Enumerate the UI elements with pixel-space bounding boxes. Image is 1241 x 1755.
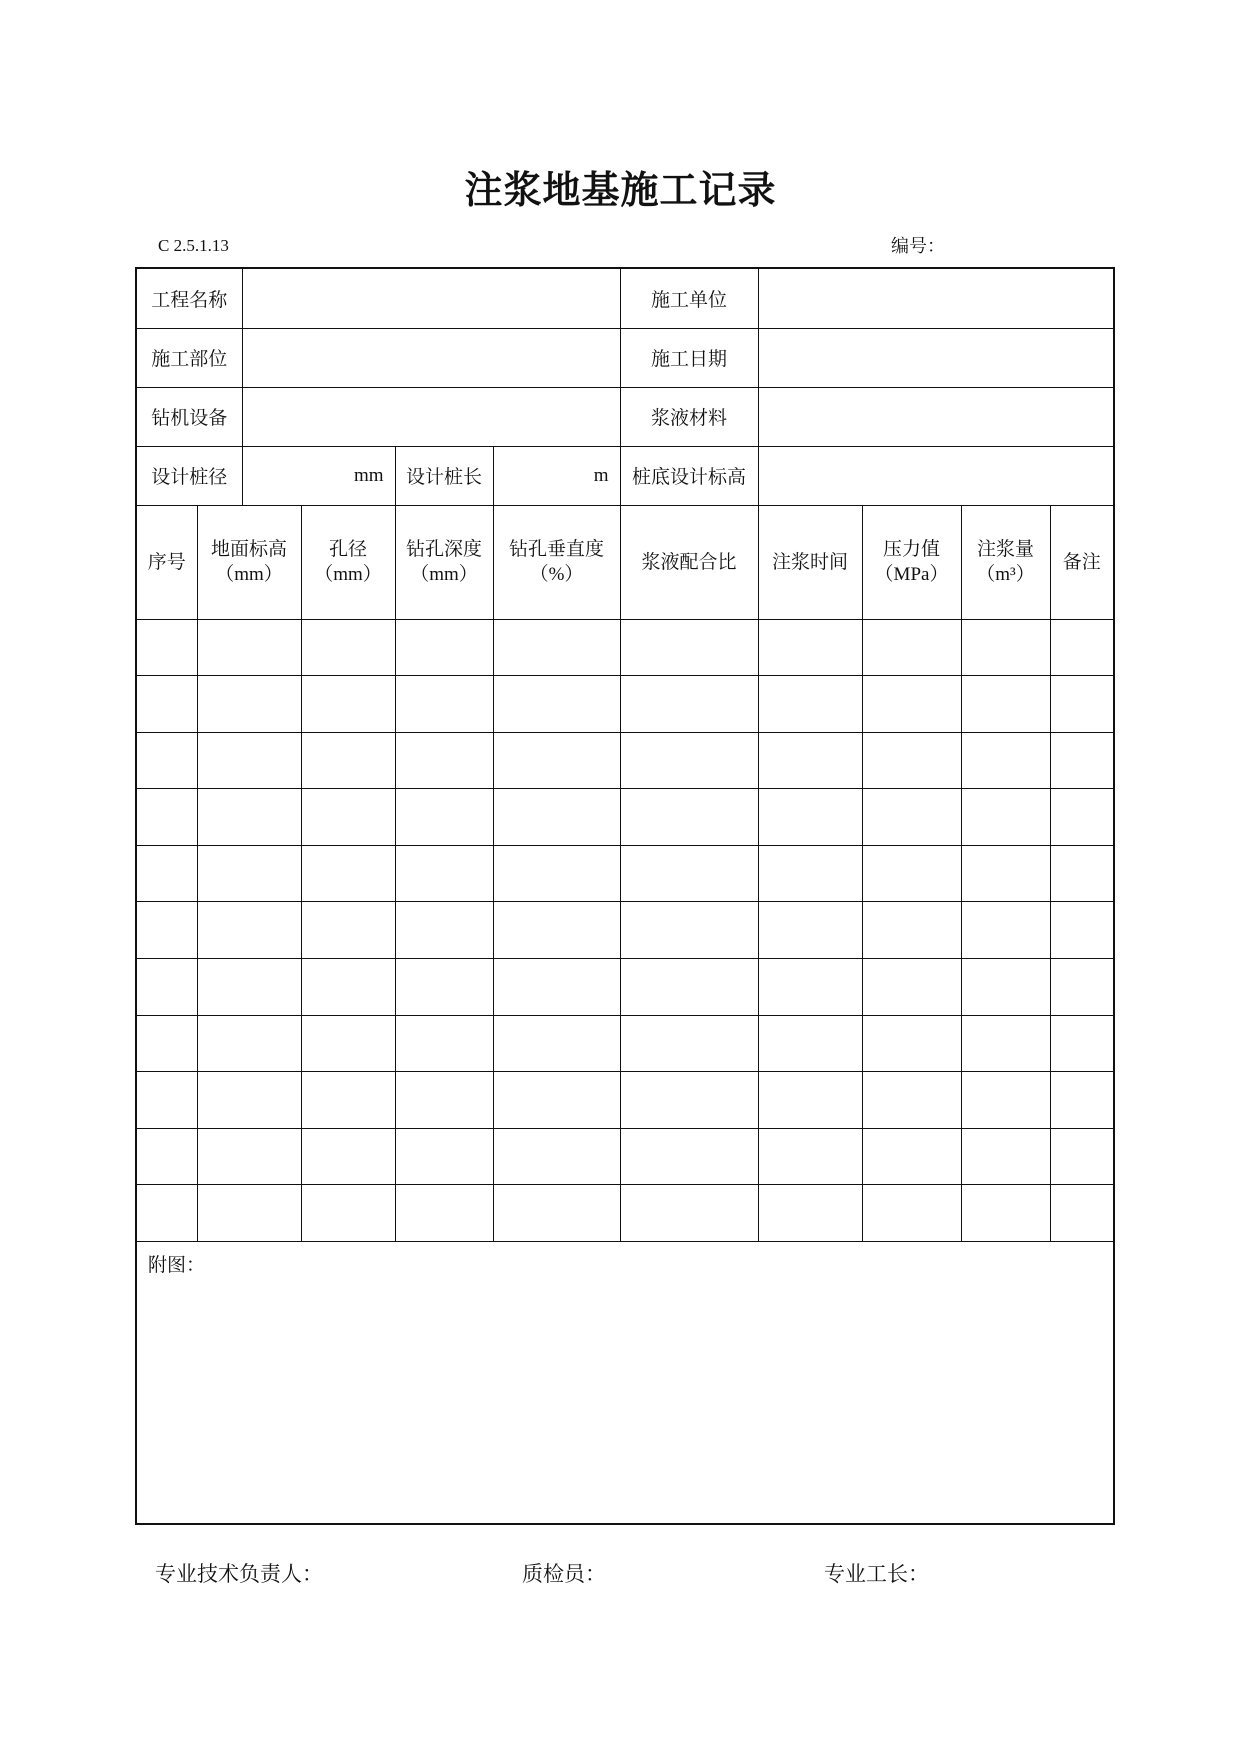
- column-header-label: 钻孔垂直度: [508, 539, 604, 561]
- table-cell: [395, 1015, 493, 1072]
- table-cell: [758, 959, 862, 1016]
- drilling-equipment-label: 钻机设备: [137, 387, 242, 446]
- table-cell: [197, 676, 301, 733]
- table-cell: [620, 845, 758, 902]
- table-cell: [197, 619, 301, 676]
- table-cell: [961, 1128, 1050, 1185]
- column-header-unit: （mm）: [314, 564, 382, 586]
- table-cell: [137, 789, 197, 846]
- column-header-grout-volume: [961, 506, 1050, 619]
- table-cell: [961, 789, 1050, 846]
- info-row: [137, 328, 1113, 387]
- table-cell: [862, 845, 961, 902]
- table-cell: [395, 1072, 493, 1129]
- table-cell: [1050, 1185, 1113, 1242]
- column-header-label: 注浆时间: [771, 551, 848, 573]
- table-cell: [493, 959, 620, 1016]
- table-cell: [961, 845, 1050, 902]
- table-cell: [493, 732, 620, 789]
- table-cell: [620, 1072, 758, 1129]
- table-cell: [197, 732, 301, 789]
- table-cell: [137, 845, 197, 902]
- table-row: [137, 1128, 1113, 1185]
- table-cell: [395, 789, 493, 846]
- table-cell: [862, 732, 961, 789]
- table-cell: [137, 676, 197, 733]
- table-cell: [493, 902, 620, 959]
- table-row: [137, 732, 1113, 789]
- table-cell: [862, 676, 961, 733]
- table-cell: [620, 732, 758, 789]
- table-cell: [301, 1185, 395, 1242]
- table-cell: [301, 1015, 395, 1072]
- table-row: [137, 676, 1113, 733]
- construction-part-label: 施工部位: [137, 328, 242, 387]
- project-info-table: [137, 269, 1113, 447]
- table-cell: [1050, 789, 1113, 846]
- table-cell: [301, 1072, 395, 1129]
- table-cell: [301, 676, 395, 733]
- table-cell: [197, 1015, 301, 1072]
- table-cell: [395, 619, 493, 676]
- column-header-unit: （mm）: [215, 564, 283, 586]
- project-name-field: [242, 269, 620, 328]
- table-cell: [961, 1015, 1050, 1072]
- column-header-label: 孔径: [328, 539, 367, 561]
- table-cell: [301, 1128, 395, 1185]
- table-cell: [137, 1185, 197, 1242]
- table-cell: [197, 789, 301, 846]
- table-cell: [620, 1128, 758, 1185]
- grouting-record-table: [137, 506, 1113, 1242]
- table-cell: [301, 789, 395, 846]
- table-cell: [758, 1185, 862, 1242]
- table-cell: [862, 619, 961, 676]
- table-cell: [758, 619, 862, 676]
- pile-diameter-unit: mm: [353, 464, 384, 486]
- page-title: 注浆地基施工记录: [464, 170, 777, 212]
- table-cell: [395, 902, 493, 959]
- pile-length-field: [493, 447, 620, 506]
- column-header-unit: （MPa）: [874, 564, 949, 586]
- table-cell: [137, 1015, 197, 1072]
- table-cell: [493, 1185, 620, 1242]
- table-header-row: [137, 506, 1113, 619]
- table-cell: [862, 1072, 961, 1129]
- column-header-label: 压力值: [882, 539, 940, 561]
- table-cell: [620, 619, 758, 676]
- table-row: [137, 845, 1113, 902]
- table-cell: [395, 1185, 493, 1242]
- info-row: [137, 387, 1113, 446]
- table-cell: [137, 902, 197, 959]
- construction-unit-field: [758, 269, 1113, 328]
- construction-unit-label: 施工单位: [620, 269, 758, 328]
- table-row: [137, 789, 1113, 846]
- pile-bottom-elevation-field: [758, 447, 1113, 506]
- table-cell: [197, 1128, 301, 1185]
- table-cell: [758, 845, 862, 902]
- table-cell: [862, 789, 961, 846]
- table-cell: [301, 619, 395, 676]
- table-cell: [758, 676, 862, 733]
- table-cell: [301, 902, 395, 959]
- table-cell: [620, 959, 758, 1016]
- column-header-label: 浆液配合比: [641, 551, 737, 573]
- table-cell: [758, 1072, 862, 1129]
- table-cell: [758, 1128, 862, 1185]
- table-cell: [862, 1185, 961, 1242]
- table-cell: [620, 1185, 758, 1242]
- table-cell: [1050, 959, 1113, 1016]
- table-cell: [395, 676, 493, 733]
- table-cell: [758, 732, 862, 789]
- form-code: C 2.5.1.13: [158, 236, 229, 255]
- table-row: [137, 902, 1113, 959]
- column-header-ground-elevation: [197, 506, 301, 619]
- table-cell: [197, 902, 301, 959]
- column-header-remarks: [1050, 506, 1113, 619]
- column-header-label: 地面标高: [210, 539, 287, 561]
- table-cell: [1050, 732, 1113, 789]
- table-cell: [395, 732, 493, 789]
- info-row: [137, 269, 1113, 328]
- quality-inspector-signature: 质检员：: [522, 1562, 606, 1586]
- table-cell: [1050, 1015, 1113, 1072]
- table-cell: [961, 732, 1050, 789]
- table-cell: [137, 1072, 197, 1129]
- table-cell: [197, 1072, 301, 1129]
- table-cell: [493, 1128, 620, 1185]
- table-cell: [493, 619, 620, 676]
- table-cell: [137, 732, 197, 789]
- table-cell: [197, 959, 301, 1016]
- table-cell: [961, 676, 1050, 733]
- table-cell: [1050, 845, 1113, 902]
- column-header-label: 钻孔深度: [405, 539, 482, 561]
- table-cell: [1050, 1072, 1113, 1129]
- grout-material-label: 浆液材料: [620, 387, 758, 446]
- pile-diameter-label: 设计桩径: [137, 447, 242, 506]
- table-cell: [301, 732, 395, 789]
- column-header-label: 序号: [147, 551, 186, 573]
- column-header-drilling-depth: [395, 506, 493, 619]
- drilling-equipment-field: [242, 387, 620, 446]
- table-cell: [137, 1128, 197, 1185]
- table-cell: [758, 902, 862, 959]
- column-header-grouting-time: [758, 506, 862, 619]
- construction-date-field: [758, 328, 1113, 387]
- construction-part-field: [242, 328, 620, 387]
- table-cell: [395, 845, 493, 902]
- table-cell: [493, 1072, 620, 1129]
- table-cell: [620, 902, 758, 959]
- table-cell: [862, 1128, 961, 1185]
- record-form: [135, 267, 1115, 1525]
- column-header-hole-diameter: [301, 506, 395, 619]
- table-cell: [961, 1072, 1050, 1129]
- attachment-area: [137, 1242, 1113, 1523]
- column-header-serial: [137, 506, 197, 619]
- table-cell: [493, 789, 620, 846]
- table-row: [137, 1185, 1113, 1242]
- table-cell: [137, 619, 197, 676]
- column-header-unit: （%）: [529, 564, 584, 586]
- table-cell: [493, 845, 620, 902]
- column-header-mix-ratio: [620, 506, 758, 619]
- table-cell: [137, 959, 197, 1016]
- table-cell: [1050, 619, 1113, 676]
- table-cell: [1050, 676, 1113, 733]
- table-cell: [961, 959, 1050, 1016]
- table-cell: [758, 789, 862, 846]
- project-name-label: 工程名称: [137, 269, 242, 328]
- pile-diameter-field: [242, 447, 395, 506]
- design-row: [137, 447, 1113, 506]
- table-row: [137, 619, 1113, 676]
- column-header-label: 注浆量: [976, 539, 1034, 561]
- table-cell: [620, 1015, 758, 1072]
- column-header-verticality: [493, 506, 620, 619]
- table-cell: [395, 959, 493, 1016]
- pile-bottom-elevation-label: 桩底设计标高: [620, 447, 758, 506]
- table-cell: [961, 619, 1050, 676]
- table-cell: [1050, 902, 1113, 959]
- table-cell: [961, 1185, 1050, 1242]
- table-row: [137, 1015, 1113, 1072]
- table-cell: [493, 1015, 620, 1072]
- table-cell: [301, 959, 395, 1016]
- column-header-pressure: [862, 506, 961, 619]
- construction-date-label: 施工日期: [620, 328, 758, 387]
- table-cell: [961, 902, 1050, 959]
- foreman-signature: 专业工长：: [824, 1562, 929, 1586]
- table-cell: [1050, 1128, 1113, 1185]
- technical-lead-signature: 专业技术负责人：: [155, 1562, 323, 1586]
- design-parameters-table: [137, 447, 1113, 507]
- column-header-unit: （m³）: [976, 564, 1035, 586]
- column-header-label: 备注: [1062, 551, 1101, 573]
- table-row: [137, 1072, 1113, 1129]
- grout-material-field: [758, 387, 1113, 446]
- table-cell: [862, 902, 961, 959]
- table-cell: [758, 1015, 862, 1072]
- table-row: [137, 959, 1113, 1016]
- column-header-unit: （mm）: [410, 564, 478, 586]
- table-cell: [197, 845, 301, 902]
- pile-length-label: 设计桩长: [395, 447, 493, 506]
- table-cell: [862, 959, 961, 1016]
- table-cell: [301, 845, 395, 902]
- table-cell: [493, 676, 620, 733]
- table-cell: [197, 1185, 301, 1242]
- pile-length-unit: m: [593, 464, 609, 486]
- table-cell: [620, 676, 758, 733]
- table-cell: [395, 1128, 493, 1185]
- table-cell: [862, 1015, 961, 1072]
- attachment-label: 附图：: [148, 1255, 206, 1277]
- table-cell: [620, 789, 758, 846]
- number-label: 编号：: [891, 236, 945, 256]
